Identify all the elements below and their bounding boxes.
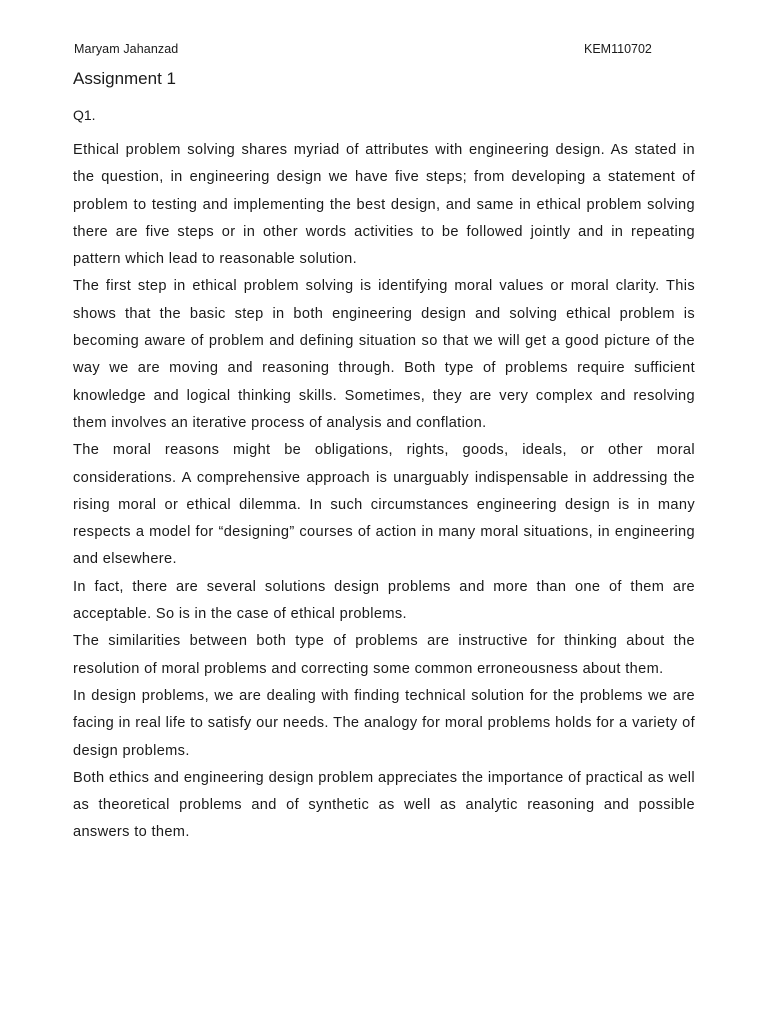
paragraph: Both ethics and engineering design problem appreciates the importance of practical as well as theoretical problems and of synthetic as well as analytic reasoning and possible answers to them. — [73, 769, 695, 841]
author-name: Maryam Jahanzad — [74, 42, 179, 56]
paragraph: Ethical problem solving shares myriad of attributes with engineering design. As stated in the question, in engineering design we have five steps; from developing a statement of problem to testing and implementing the best design, and same in ethical problem solving there are five steps or in other words activities to be followed jointly and in repeating pattern which lead to reasonable solution. — [73, 142, 695, 268]
assignment-title: Assignment 1 — [73, 69, 176, 88]
student-id: KEM110702 — [584, 42, 652, 56]
paragraph: In fact, there are several solutions design problems and more than one of them are acceptable. So is in the case of ethical problems. — [73, 578, 695, 623]
paragraph: The moral reasons might be obligations, rights, goods, ideals, or other moral considerations. A comprehensive approach is unarguably indispensable in addressing the rising moral or ethical dilemma. In such circumstances engineering design is in many respects a model for “designing” courses of action in many moral situations, in engineering and elsewhere. — [73, 442, 695, 568]
paragraph: The similarities between both type of problems are instructive for thinking about the resolution of moral problems and correcting some common erroneousness about them. — [73, 633, 695, 677]
paragraph: The first step in ethical problem solving is identifying moral values or moral clarity. This shows that the basic step in both engineering design and solving ethical problem is becoming aware of problem and defining situation so that we will get a good picture of the way we are moving and reasoning through. Both type of problems require sufficient knowledge and logical thinking skills. Sometimes, they are very complex and resolving them involves an iterative process of analysis and conflation. — [73, 278, 695, 431]
paragraph: In design problems, we are dealing with finding technical solution for the problems we are facing in real life to satisfy our needs. The analogy for moral problems holds for a variety of design problems. — [73, 687, 695, 759]
answer-body — [73, 137, 695, 847]
question-label: Q1. — [73, 107, 96, 123]
